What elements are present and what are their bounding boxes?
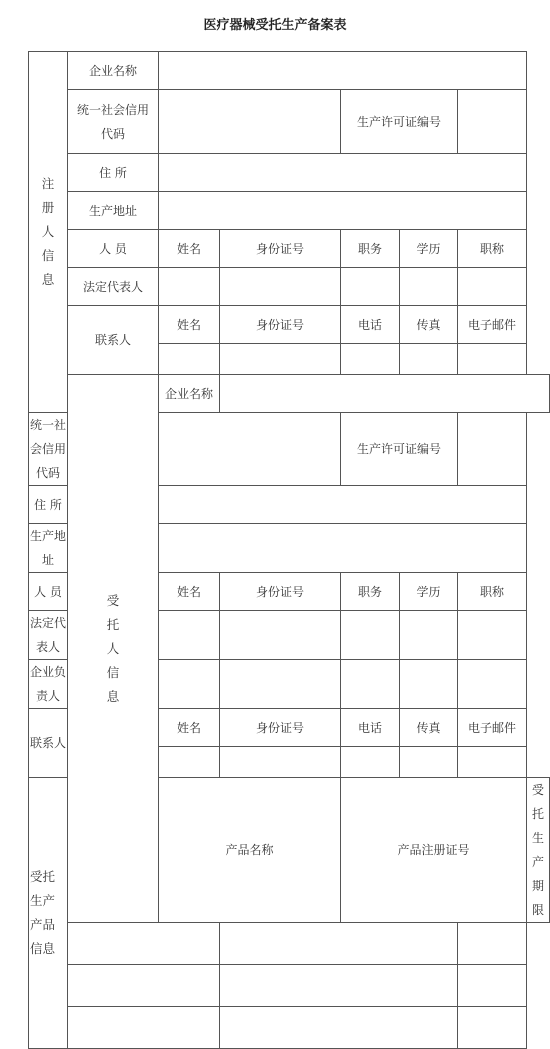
s1-contact-header-name: 姓名 — [159, 306, 220, 344]
s1-contact-header-fax: 传真 — [400, 306, 458, 344]
s1-header-education: 学历 — [400, 230, 458, 268]
s3-row1-product-name[interactable] — [68, 923, 220, 965]
s2-license-no-field[interactable] — [458, 413, 527, 486]
s1-header-position: 职务 — [341, 230, 400, 268]
s1-header-title: 职称 — [458, 230, 527, 268]
filing-form-table — [28, 51, 550, 1049]
s2-header-name: 姓名 — [159, 573, 220, 611]
s3-row3-reg-cert-no[interactable] — [220, 1007, 458, 1049]
s2-contact-header-email: 电子邮件 — [458, 709, 527, 747]
s1-personnel-label: 人 员 — [68, 230, 159, 268]
s1-credit-code-field[interactable] — [159, 90, 341, 154]
s2-legal-rep-position[interactable] — [341, 611, 400, 660]
s2-company-name-label: 企业名称 — [159, 375, 220, 413]
s3-period-header: 受托生产期 限 — [527, 778, 550, 923]
s2-contact-fax[interactable] — [400, 747, 458, 778]
s1-prod-address-field[interactable] — [159, 192, 527, 230]
s1-contact-phone[interactable] — [341, 344, 400, 375]
s1-header-name: 姓名 — [159, 230, 220, 268]
s2-license-no-label: 生产许可证编号 — [341, 413, 458, 486]
s2-personnel-label: 人 员 — [29, 573, 68, 611]
s1-legal-rep-education[interactable] — [400, 268, 458, 306]
s1-prod-address-label: 生产地址 — [68, 192, 159, 230]
s1-contact-header-email: 电子邮件 — [458, 306, 527, 344]
trustee-info-side-label: 受 托 人 信 息 — [68, 375, 159, 923]
s2-residence-field[interactable] — [159, 486, 527, 524]
s2-legal-rep-education[interactable] — [400, 611, 458, 660]
s1-credit-code-label: 统一社会信用 代码 — [68, 90, 159, 154]
s2-legal-rep-label: 法定代表人 — [29, 611, 68, 660]
s2-company-head-title[interactable] — [458, 660, 527, 709]
s2-contact-phone[interactable] — [341, 747, 400, 778]
s3-row2-period[interactable] — [458, 965, 527, 1007]
s1-residence-label: 住 所 — [68, 154, 159, 192]
s2-contact-header-name: 姓名 — [159, 709, 220, 747]
s2-company-head-position[interactable] — [341, 660, 400, 709]
s3-row1-reg-cert-no[interactable] — [220, 923, 458, 965]
s3-product-name-header: 产品名称 — [159, 778, 341, 923]
s1-contact-header-id-no: 身份证号 — [220, 306, 341, 344]
s2-prod-address-label: 生产地址 — [29, 524, 68, 573]
s1-contact-id[interactable] — [220, 344, 341, 375]
s1-legal-rep-title[interactable] — [458, 268, 527, 306]
s1-license-no-label: 生产许可证编号 — [341, 90, 458, 154]
s1-contact-header-phone: 电话 — [341, 306, 400, 344]
s2-contact-header-id-no: 身份证号 — [220, 709, 341, 747]
s1-legal-rep-id[interactable] — [220, 268, 341, 306]
s3-row3-product-name[interactable] — [68, 1007, 220, 1049]
form-title: 医疗器械受托生产备案表 — [203, 18, 347, 33]
s2-contact-id[interactable] — [220, 747, 341, 778]
s1-license-no-field[interactable] — [458, 90, 527, 154]
s2-residence-label: 住 所 — [29, 486, 68, 524]
s2-company-head-name[interactable] — [159, 660, 220, 709]
s2-header-title: 职称 — [458, 573, 527, 611]
s1-company-name-field[interactable] — [159, 52, 527, 90]
s1-contact-label: 联系人 — [68, 306, 159, 375]
s1-legal-rep-name[interactable] — [159, 268, 220, 306]
s2-header-id-no: 身份证号 — [220, 573, 341, 611]
s3-row2-product-name[interactable] — [68, 965, 220, 1007]
s2-contact-email[interactable] — [458, 747, 527, 778]
s3-row1-period[interactable] — [458, 923, 527, 965]
s2-company-head-label: 企业负责人 — [29, 660, 68, 709]
s2-prod-address-field[interactable] — [159, 524, 527, 573]
s2-contact-name[interactable] — [159, 747, 220, 778]
s1-company-name-label: 企业名称 — [68, 52, 159, 90]
registrant-info-side-label: 注 册 人 信 息 — [29, 52, 68, 413]
s1-header-id-no: 身份证号 — [220, 230, 341, 268]
s2-legal-rep-name[interactable] — [159, 611, 220, 660]
s2-company-name-field[interactable] — [220, 375, 550, 413]
s2-legal-rep-id[interactable] — [220, 611, 341, 660]
s2-credit-code-field[interactable] — [159, 413, 341, 486]
s1-residence-field[interactable] — [159, 154, 527, 192]
s3-reg-cert-no-header: 产品注册证号 — [341, 778, 527, 923]
s3-row2-reg-cert-no[interactable] — [220, 965, 458, 1007]
s2-credit-code-label: 统一社会信用 代码 — [29, 413, 68, 486]
s1-legal-rep-label: 法定代表人 — [68, 268, 159, 306]
s1-contact-fax[interactable] — [400, 344, 458, 375]
s2-header-position: 职务 — [341, 573, 400, 611]
s2-header-education: 学历 — [400, 573, 458, 611]
s2-contact-header-phone: 电话 — [341, 709, 400, 747]
s3-row3-period[interactable] — [458, 1007, 527, 1049]
s2-contact-label: 联系人 — [29, 709, 68, 778]
product-info-side-label: 受托 生产 产品 信息 — [29, 778, 68, 1049]
s2-legal-rep-title[interactable] — [458, 611, 527, 660]
s2-company-head-education[interactable] — [400, 660, 458, 709]
s2-company-head-id[interactable] — [220, 660, 341, 709]
s1-contact-email[interactable] — [458, 344, 527, 375]
s2-contact-header-fax: 传真 — [400, 709, 458, 747]
s1-contact-name[interactable] — [159, 344, 220, 375]
s1-legal-rep-position[interactable] — [341, 268, 400, 306]
